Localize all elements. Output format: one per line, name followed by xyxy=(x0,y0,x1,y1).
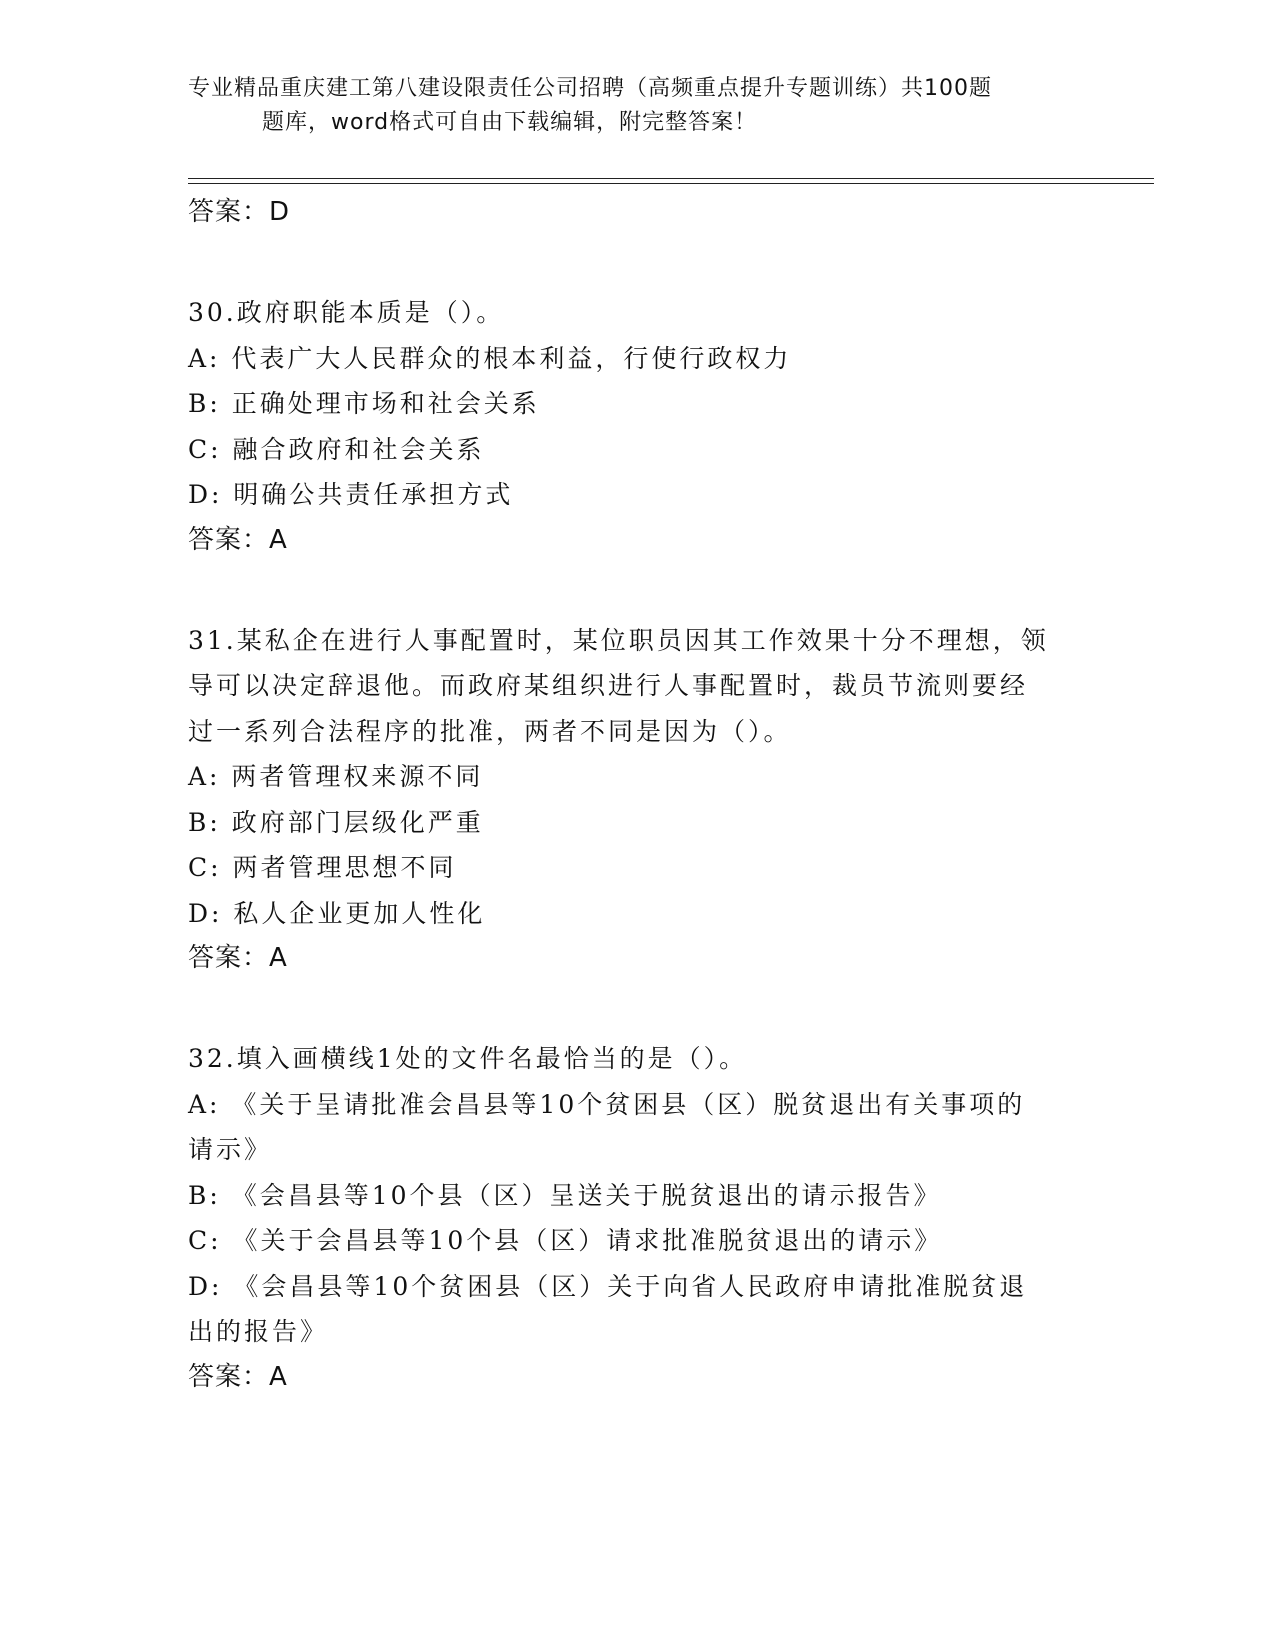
question-30 xyxy=(188,290,1088,562)
option-d-continued: 出的报告》 xyxy=(188,1317,329,1346)
header-title-line-1: 专业精品重庆建工第八建设限责任公司招聘（高频重点提升专题训练）共100题 xyxy=(188,76,992,101)
answer: 答案：A xyxy=(188,943,288,973)
question-stem-line: 导可以决定辞退他。而政府某组织进行人事配置时，裁员节流则要经 xyxy=(188,671,1029,700)
header-rule-bottom xyxy=(188,183,1154,184)
option-c: C: 融合政府和社会关系 xyxy=(188,434,485,464)
question-stem-line: 过一系列合法程序的批准，两者不同是因为（）。 xyxy=(188,716,792,746)
header-rule-top xyxy=(188,178,1154,179)
option-a-continued: 请示》 xyxy=(188,1135,273,1164)
option-a: A: 《关于呈请批准会昌县等10个贫困县（区）脱贫退出有关事项的 xyxy=(188,1089,1026,1119)
option-b: B: 政府部门层级化严重 xyxy=(188,807,484,837)
document-body xyxy=(188,190,1088,1399)
header-title-line-2: 题库，word格式可自由下载编辑，附完整答案！ xyxy=(262,110,758,135)
question-31 xyxy=(188,618,1088,981)
page-header xyxy=(188,72,1088,140)
previous-answer: 答案：D xyxy=(188,197,291,227)
question-stem-line: 31.某私企在进行人事配置时，某位职员因其工作效果十分不理想，领 xyxy=(188,625,1049,655)
option-d: D: 私人企业更加人性化 xyxy=(188,898,486,928)
option-b: B: 正确处理市场和社会关系 xyxy=(188,389,540,418)
option-a: A: 代表广大人民群众的根本利益，行使行政权力 xyxy=(188,343,792,373)
question-32 xyxy=(188,1036,1088,1399)
option-d: D: 明确公共责任承担方式 xyxy=(188,480,514,509)
answer: 答案：A xyxy=(188,1361,288,1392)
question-stem-line: 30.政府职能本质是（）。 xyxy=(188,298,505,327)
option-c: C: 两者管理思想不同 xyxy=(188,853,457,882)
option-d: D: 《会昌县等10个贫困县（区）关于向省人民政府申请批准脱贫退 xyxy=(188,1271,1028,1301)
option-c: C: 《关于会昌县等10个县（区）请求批准脱贫退出的请示》 xyxy=(188,1226,943,1255)
option-a: A: 两者管理权来源不同 xyxy=(188,762,484,791)
question-stem-line: 32.填入画横线1处的文件名最恰当的是（）。 xyxy=(188,1044,748,1073)
option-b: B: 《会昌县等10个县（区）呈送关于脱贫退出的请示报告》 xyxy=(188,1180,942,1210)
answer: 答案：A xyxy=(188,524,288,555)
